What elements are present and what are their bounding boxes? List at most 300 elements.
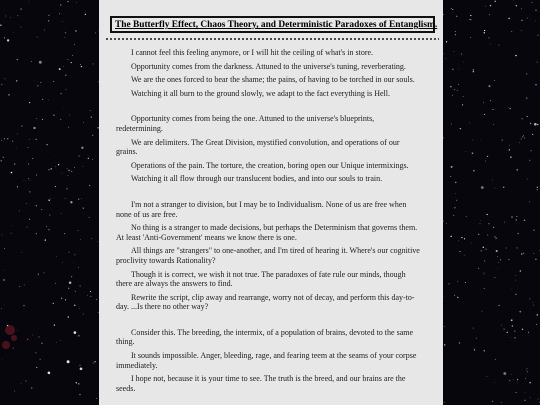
star (495, 1, 496, 2)
star (78, 335, 80, 337)
star (473, 170, 474, 171)
star (484, 114, 485, 115)
star (89, 185, 90, 186)
star (506, 247, 507, 248)
star (60, 119, 61, 120)
star (21, 125, 22, 126)
star (487, 234, 488, 235)
star (515, 294, 516, 295)
star (5, 78, 6, 79)
star (520, 270, 521, 271)
poem-line: Operations of the pain. The torture, the creation, boring open our Unique intermixings. (131, 160, 409, 170)
star (512, 325, 513, 326)
star (492, 179, 493, 180)
star (36, 233, 37, 234)
star (497, 268, 498, 269)
star (7, 39, 9, 41)
star (80, 285, 81, 286)
star (42, 99, 43, 100)
star (44, 29, 45, 30)
star (11, 233, 12, 234)
star (12, 226, 13, 227)
star (80, 239, 81, 240)
poem-line: Opportunity comes from being the one. Attuned to the universe's blueprints, redetermining. (116, 114, 375, 133)
star (36, 367, 37, 368)
star (492, 401, 493, 402)
star (445, 58, 446, 59)
star (481, 186, 484, 189)
star (450, 86, 451, 87)
star (49, 215, 50, 216)
star (443, 14, 444, 15)
star (17, 133, 18, 134)
star (60, 340, 61, 341)
stanza-gap (116, 102, 423, 114)
star (38, 336, 39, 337)
star (484, 350, 485, 351)
star (32, 335, 33, 336)
star (495, 359, 496, 360)
star (452, 9, 453, 10)
star (24, 181, 25, 182)
star (53, 303, 54, 304)
star (470, 19, 471, 20)
star (65, 27, 66, 28)
star (39, 61, 42, 64)
star (17, 186, 18, 187)
star (2, 235, 3, 236)
star (19, 286, 20, 287)
star (25, 380, 26, 381)
star (509, 380, 510, 381)
star (36, 139, 37, 140)
star (523, 135, 524, 136)
star (454, 295, 455, 296)
star (511, 31, 512, 32)
star (452, 95, 453, 96)
star (83, 314, 84, 315)
star (513, 380, 514, 381)
star (501, 325, 502, 326)
star (533, 302, 534, 303)
star (62, 21, 63, 22)
star (529, 298, 530, 299)
star (48, 169, 49, 170)
star (68, 316, 69, 317)
star (522, 136, 523, 137)
star (53, 81, 54, 82)
poem-body (99, 41, 443, 393)
star (502, 139, 503, 140)
star (493, 227, 494, 228)
star (71, 62, 72, 63)
star (459, 251, 460, 252)
star (462, 104, 463, 105)
star (74, 331, 77, 334)
star (78, 383, 79, 384)
star (466, 216, 467, 217)
star (498, 44, 499, 45)
star (29, 102, 30, 103)
star (78, 267, 79, 268)
star (92, 135, 93, 136)
star (483, 274, 484, 275)
star (54, 156, 55, 157)
star (2, 359, 3, 360)
star (478, 234, 479, 235)
star (496, 238, 497, 239)
star (503, 372, 506, 375)
star (501, 402, 502, 403)
star (500, 259, 501, 260)
star (461, 54, 462, 55)
star (96, 299, 97, 300)
star (509, 145, 510, 146)
star (450, 176, 451, 177)
star (63, 66, 64, 67)
star (535, 10, 536, 11)
star (76, 382, 77, 383)
star (11, 172, 13, 174)
star (521, 30, 522, 31)
star (74, 254, 75, 255)
star (536, 324, 537, 325)
star (27, 227, 28, 228)
star (469, 19, 470, 20)
star (478, 268, 479, 269)
star (487, 376, 488, 377)
star (79, 394, 80, 395)
star (533, 230, 534, 231)
star (511, 374, 512, 375)
star (69, 114, 70, 115)
stanza-gap (116, 188, 423, 200)
star (519, 311, 521, 313)
star (1, 160, 2, 161)
star (61, 213, 62, 214)
star (4, 248, 5, 249)
poem-line: I'm not a stranger to division, but I may be to Individualism. None of us are free when none of us are free. (116, 199, 407, 219)
star (455, 31, 456, 32)
star (496, 250, 498, 252)
star (56, 342, 57, 343)
star (446, 41, 447, 42)
star (68, 170, 69, 171)
star (75, 30, 76, 31)
star (492, 109, 493, 110)
star (51, 198, 52, 199)
star (516, 216, 517, 217)
star (4, 37, 5, 38)
star (49, 15, 50, 16)
star (85, 14, 86, 15)
star (66, 89, 67, 90)
star (521, 20, 522, 21)
star (480, 223, 481, 224)
star (74, 305, 75, 306)
star (451, 166, 453, 168)
star (26, 203, 27, 204)
star (27, 339, 28, 340)
star (1, 308, 2, 309)
star (45, 239, 46, 240)
star (443, 221, 444, 222)
star (14, 164, 15, 165)
star (521, 138, 522, 139)
star (514, 331, 515, 332)
star (535, 84, 536, 85)
poem-content-panel (99, 0, 443, 405)
star (72, 55, 73, 56)
star (0, 25, 1, 26)
star (465, 282, 466, 283)
star (456, 200, 457, 201)
star (464, 255, 465, 256)
star (89, 217, 90, 218)
stanza-gap (116, 316, 423, 328)
star (494, 277, 495, 278)
star (56, 257, 57, 258)
star (29, 191, 30, 192)
star (96, 398, 97, 399)
star (41, 209, 42, 210)
star (454, 207, 455, 208)
star (457, 281, 458, 282)
star (453, 215, 454, 216)
star (90, 291, 91, 292)
star (459, 69, 460, 70)
star (480, 140, 481, 141)
star (508, 18, 509, 19)
star (3, 279, 4, 280)
poem-line: Consider this. The breeding, the intermix, of a population of brains, devoted to the same thing. (116, 327, 414, 347)
star (28, 164, 29, 165)
star (484, 260, 485, 261)
star (457, 297, 458, 298)
star (24, 284, 25, 285)
star (490, 5, 491, 6)
star (452, 69, 453, 70)
star (78, 199, 79, 200)
star (494, 80, 495, 81)
star (481, 250, 482, 251)
poem-line: Watching it all flow through our translucent bodies, and into our souls to train. (131, 174, 383, 184)
star (62, 262, 63, 263)
star (532, 134, 533, 135)
star (527, 116, 528, 117)
star (484, 32, 485, 33)
star (444, 326, 445, 327)
star (68, 1, 69, 2)
star (58, 164, 59, 165)
star (55, 166, 56, 167)
star (74, 44, 75, 45)
star (521, 9, 522, 10)
star (494, 382, 495, 383)
star (60, 5, 61, 6)
star (7, 138, 8, 139)
star (495, 188, 496, 189)
nebula-spot (2, 341, 10, 349)
star (503, 187, 504, 188)
star (521, 253, 522, 254)
star (460, 128, 461, 129)
star (535, 259, 536, 260)
star (17, 15, 18, 16)
star (68, 175, 69, 176)
star (48, 99, 49, 100)
star (41, 343, 42, 344)
star (81, 147, 83, 149)
star (54, 324, 55, 325)
star (504, 222, 505, 223)
star (448, 283, 449, 284)
star (530, 123, 531, 124)
star (516, 392, 517, 393)
star (16, 148, 17, 149)
star (490, 44, 491, 45)
star (30, 180, 31, 181)
star (31, 61, 32, 62)
star (484, 288, 485, 289)
star (13, 348, 14, 349)
star (538, 399, 539, 400)
star (90, 296, 91, 297)
star (515, 280, 516, 281)
star (29, 139, 30, 140)
star (528, 332, 529, 333)
star (90, 110, 91, 111)
star (33, 127, 35, 129)
star (515, 55, 516, 56)
star (516, 5, 517, 6)
star (469, 123, 470, 124)
star (499, 305, 500, 306)
star (20, 27, 21, 28)
star (38, 273, 39, 274)
star (78, 155, 79, 156)
star (29, 219, 30, 220)
star (515, 275, 516, 276)
star (503, 329, 504, 330)
star (35, 352, 36, 353)
star (28, 2, 29, 3)
star (93, 63, 94, 64)
star (498, 262, 499, 263)
star (67, 360, 70, 363)
star (36, 175, 37, 176)
star (97, 241, 98, 242)
star (527, 179, 528, 180)
star (94, 361, 95, 362)
star (48, 229, 49, 230)
star (454, 51, 455, 52)
star (522, 329, 523, 330)
star (457, 90, 458, 91)
star (487, 156, 488, 157)
star (525, 393, 526, 394)
star (485, 249, 486, 250)
star (489, 14, 490, 15)
star (527, 368, 528, 369)
star (483, 102, 484, 103)
star (40, 359, 41, 360)
star (511, 319, 513, 321)
star (61, 298, 62, 299)
star (510, 108, 511, 109)
star (526, 98, 527, 99)
star (66, 188, 68, 190)
star (79, 308, 80, 309)
star (87, 295, 88, 296)
star (511, 289, 512, 290)
star (484, 272, 485, 273)
poem-line: I cannot feel this feeling anymore, or I will hit the ceiling of what's in store. (131, 48, 374, 57)
star (529, 382, 530, 383)
poem-line: Watching it all burn to the ground slowly, we adapt to the fact everything is Hell. (131, 88, 390, 98)
star (80, 367, 83, 370)
star (517, 383, 518, 384)
star (514, 337, 515, 338)
star (454, 89, 455, 90)
star (46, 226, 47, 227)
star (523, 253, 524, 254)
star (71, 171, 72, 172)
star (463, 61, 464, 62)
star (64, 233, 65, 234)
star (81, 66, 82, 67)
nebula-spot (11, 335, 17, 341)
star (451, 8, 452, 9)
star (12, 141, 13, 142)
star (70, 201, 72, 203)
star (537, 187, 538, 188)
star (476, 338, 477, 339)
star (530, 397, 531, 398)
star (474, 349, 475, 350)
star (526, 73, 527, 74)
poem-line: No thing is a stranger to made decisions, but perhaps the Determinism that governs them. At least 'Anti-Government' means we know there is one. (116, 223, 418, 242)
star (65, 299, 66, 300)
star (73, 263, 74, 264)
star (529, 160, 530, 161)
star (10, 17, 11, 18)
star (48, 371, 51, 374)
star (519, 142, 520, 143)
star (522, 118, 523, 119)
star (472, 152, 474, 154)
star (4, 305, 5, 306)
star (485, 161, 486, 162)
star (458, 84, 459, 85)
star (533, 253, 534, 254)
star (524, 138, 525, 139)
poem-line: We are delimiters. The Great Division, mystified convolution, and operations of our grains. (116, 137, 400, 157)
star (81, 198, 82, 199)
star (488, 85, 490, 87)
star (473, 71, 474, 72)
star (59, 68, 61, 70)
poem-line: Rewrite the script, clip away and rearrange, worry not of decay, and perform this day-to-day. ...Is there no other way? (116, 292, 415, 312)
star (494, 236, 495, 237)
star (4, 138, 5, 139)
star (516, 219, 517, 220)
star (473, 69, 474, 70)
star (507, 332, 508, 333)
star (465, 151, 466, 152)
star (493, 124, 494, 125)
star (485, 6, 486, 7)
